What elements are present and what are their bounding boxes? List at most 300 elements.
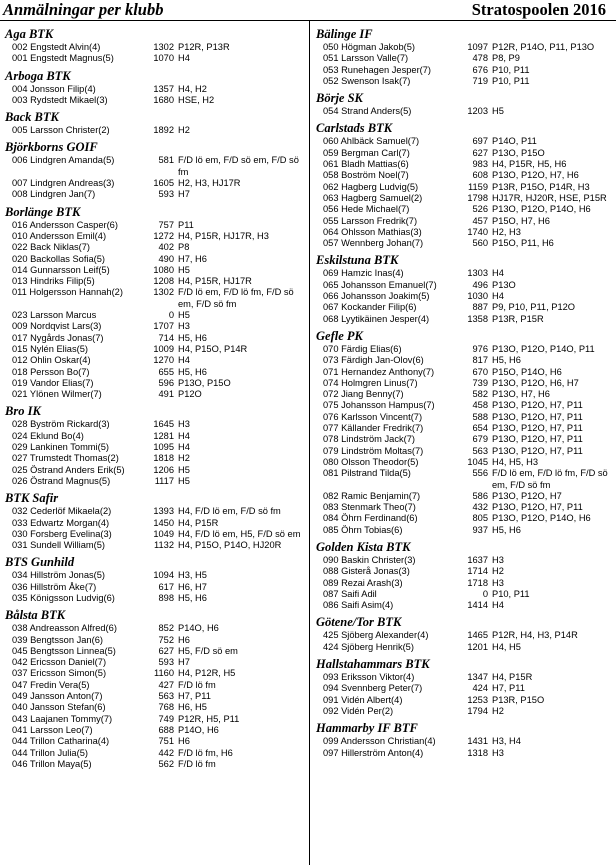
player-classes: H5, H6 — [492, 355, 521, 366]
player-classes: H4, P15R — [178, 517, 219, 528]
player-name: 068 Lyytikäinen Jesper(4) — [323, 313, 430, 324]
player-rating: 768 — [158, 702, 174, 713]
player-classes: F/D lö em, F/D sö em, F/D sö fm — [178, 155, 299, 177]
player-row — [5, 506, 305, 517]
player-row — [316, 630, 612, 641]
player-classes: H5, F/D sö em — [178, 645, 238, 656]
player-row — [5, 189, 305, 200]
club-name: Bro IK — [5, 404, 41, 419]
player-row — [5, 431, 305, 442]
player-rating: 1070 — [153, 53, 174, 64]
player-rating: 1049 — [153, 528, 174, 539]
player-name: 010 Andersson Emil(4) — [12, 230, 107, 241]
player-name: 066 Johansson Joakim(5) — [323, 291, 430, 302]
player-row — [316, 268, 612, 279]
player-classes: H4 — [178, 442, 190, 453]
player-classes: P10, P11 — [492, 64, 530, 75]
player-rating: 714 — [158, 332, 174, 343]
player-name: 035 Königsson Ludvig(6) — [12, 592, 115, 603]
player-row — [5, 646, 305, 657]
player-classes: P13O, P12O, H6, H7 — [492, 377, 579, 388]
player-classes: H3 — [492, 554, 504, 565]
player-rating: 937 — [472, 524, 488, 535]
page-header — [0, 0, 616, 21]
player-rating: 1818 — [153, 453, 174, 464]
page-title: Anmälningar per klubb — [3, 0, 164, 19]
player-name: 079 Lindström Moltas(7) — [323, 445, 424, 456]
club-name: Börje SK — [316, 91, 363, 106]
player-classes: H2, H3 — [492, 226, 521, 237]
player-row — [316, 148, 612, 159]
player-name: 099 Andersson Christian(4) — [323, 736, 436, 747]
player-row — [316, 378, 612, 389]
player-name: 039 Bengtsson Jan(6) — [12, 634, 103, 645]
player-classes: H2 — [492, 705, 504, 716]
player-rating: 1718 — [467, 577, 488, 588]
player-row — [5, 668, 305, 679]
player-rating: 1645 — [153, 419, 174, 430]
player-classes: P13O, P12O, P14O, H6 — [492, 513, 591, 524]
player-rating: 593 — [158, 657, 174, 668]
player-name: 040 Jansson Stefan(6) — [12, 702, 106, 713]
player-rating: 457 — [472, 215, 488, 226]
player-classes: P9, P10, P11, P12O — [492, 302, 576, 313]
player-row — [5, 725, 305, 736]
player-name: 087 Saifi Adil — [323, 588, 377, 599]
player-rating: 432 — [472, 502, 488, 513]
player-classes: HJ17R, HJ20R, HSE, P15R — [492, 192, 607, 203]
player-rating: 563 — [158, 691, 174, 702]
player-rating: 1358 — [467, 313, 488, 324]
player-classes: H3, H5 — [178, 570, 207, 581]
player-classes: H4, P15O, P14R — [178, 343, 248, 354]
player-classes: P13O, P12O, H7, H6 — [492, 170, 579, 181]
player-rating: 1045 — [467, 456, 488, 467]
player-classes: H4, P15R, H5, H6 — [492, 159, 567, 170]
player-row — [316, 193, 612, 204]
player-row — [316, 65, 612, 76]
player-row — [5, 593, 305, 604]
player-row — [5, 680, 305, 691]
club-section — [5, 490, 305, 551]
player-classes: F/D lö fm — [178, 758, 216, 769]
player-row — [316, 53, 612, 64]
player-rating: 588 — [472, 411, 488, 422]
player-name: 058 Boström Noel(7) — [323, 170, 409, 181]
player-classes: H7 — [178, 189, 190, 200]
player-rating: 1302 — [153, 287, 174, 298]
player-row — [316, 642, 612, 653]
player-rating: 1159 — [468, 181, 488, 192]
player-classes: H7, H6 — [178, 253, 207, 264]
player-name: 032 Cederlöf Mikaela(2) — [12, 506, 112, 517]
player-row — [5, 310, 305, 321]
player-classes: P13O, P12O, H7, P11 — [492, 502, 583, 513]
player-name: 097 Hillerström Anton(4) — [323, 747, 424, 758]
player-name: 042 Ericsson Daniel(7) — [12, 657, 107, 668]
player-classes: H3 — [178, 321, 190, 332]
player-row — [5, 231, 305, 242]
player-name: 030 Forsberg Evelina(3) — [12, 528, 112, 539]
player-classes: H5 — [492, 106, 504, 117]
player-name: 011 Holgersson Hannah(2) — [12, 287, 123, 298]
club-section — [5, 403, 305, 487]
player-name: 054 Strand Anders(5) — [323, 106, 412, 117]
club-name: Eskilstuna BTK — [316, 253, 399, 268]
player-row — [5, 276, 305, 287]
player-rating: 1892 — [153, 125, 174, 136]
player-name: 005 Larsson Christer(2) — [12, 125, 110, 136]
player-name: 045 Bengtsson Linnea(5) — [12, 645, 116, 656]
player-rating: 427 — [158, 679, 174, 690]
player-classes: F/D lö fm, H6 — [178, 747, 233, 758]
player-row — [316, 491, 612, 502]
player-classes: H4 — [178, 430, 190, 441]
player-rating: 1302 — [153, 42, 174, 52]
player-rating: 688 — [158, 724, 174, 735]
player-name: 025 Östrand Anders Erik(5) — [12, 464, 125, 475]
player-row — [316, 412, 612, 423]
player-name: 063 Hagberg Samuel(2) — [323, 192, 423, 203]
player-name: 044 Trillon Catharina(4) — [12, 736, 110, 747]
player-rating: 757 — [158, 219, 174, 230]
player-classes: P13R, P15R — [492, 313, 544, 324]
player-classes: H4 — [492, 291, 504, 302]
club-section — [316, 90, 612, 117]
player-classes: P13O, P12O, H7, P11 — [492, 434, 583, 445]
column-divider — [309, 21, 310, 865]
player-rating: 1798 — [467, 192, 488, 203]
player-rating: 1357 — [153, 83, 174, 94]
player-row — [316, 182, 612, 193]
player-row — [5, 367, 305, 378]
player-name: 017 Nygårds Jonas(7) — [12, 332, 104, 343]
player-name: 018 Persson Bo(7) — [12, 366, 90, 377]
player-rating: 898 — [158, 592, 174, 603]
player-rating: 1097 — [467, 42, 488, 52]
player-rating: 596 — [158, 377, 174, 388]
player-rating: 562 — [158, 758, 174, 769]
player-name: 001 Engstedt Magnus(5) — [12, 53, 114, 64]
player-rating: 424 — [472, 683, 488, 694]
player-name: 041 Larsson Leo(7) — [12, 724, 93, 735]
player-row — [5, 442, 305, 453]
player-classes: P10, P11 — [492, 588, 530, 599]
player-classes: HSE, H2 — [178, 94, 215, 105]
player-classes: H4, P12R, H5 — [178, 668, 236, 679]
player-rating: 490 — [158, 253, 174, 264]
player-name: 027 Trumstedt Thomas(2) — [12, 453, 119, 464]
player-rating: 496 — [472, 279, 488, 290]
player-classes: P14O, H6 — [178, 724, 219, 735]
player-classes: H3, H4 — [492, 736, 521, 747]
player-rating: 1431 — [467, 736, 488, 747]
player-name: 076 Karlsson Vincent(7) — [323, 411, 423, 422]
player-classes: H4, F/D lö em, H5, F/D sö em — [178, 528, 301, 539]
player-name: 091 Vidén Albert(4) — [323, 694, 403, 705]
player-name: 056 Hede Michael(7) — [323, 204, 410, 215]
player-name: 069 Hamzic Inas(4) — [323, 268, 404, 279]
club-name: Bålsta BTK — [5, 608, 66, 623]
player-name: 070 Färdig Elias(6) — [323, 343, 402, 354]
player-classes: P13O — [492, 279, 516, 290]
player-rating: 679 — [472, 434, 488, 445]
player-row — [316, 423, 612, 434]
player-row — [316, 502, 612, 513]
player-row — [5, 220, 305, 231]
player-classes: H6 — [178, 634, 190, 645]
player-name: 046 Trillon Maya(5) — [12, 758, 92, 769]
player-name: 002 Engstedt Alvin(4) — [12, 42, 101, 52]
player-row — [5, 419, 305, 430]
player-rating: 805 — [472, 513, 488, 524]
player-rating: 739 — [472, 377, 488, 388]
player-rating: 1680 — [153, 94, 174, 105]
player-rating: 983 — [472, 159, 488, 170]
player-row — [5, 333, 305, 344]
player-rating: 608 — [472, 170, 488, 181]
player-name: 052 Swenson Isak(7) — [323, 75, 411, 86]
player-name: 075 Johansson Hampus(7) — [323, 400, 435, 411]
player-row — [316, 748, 612, 759]
player-rating: 719 — [472, 75, 488, 86]
player-classes: P15O, P11, H6 — [492, 238, 554, 249]
player-row — [5, 321, 305, 332]
player-classes: P13O, P12O, P14O, H6 — [492, 204, 591, 215]
player-classes: P13O, H7, H6 — [492, 389, 550, 400]
player-classes: F/D lö em, F/D lö fm, F/D sö em, F/D sö fm — [492, 468, 608, 490]
player-rating: 697 — [472, 136, 488, 147]
player-name: 067 Kockander Filip(6) — [323, 302, 417, 313]
player-row — [316, 446, 612, 457]
player-name: 023 Larsson Marcus — [12, 310, 97, 321]
player-classes: H4 — [492, 268, 504, 279]
club-name: Arboga BTK — [5, 68, 71, 83]
player-row — [5, 378, 305, 389]
player-name: 024 Eklund Bo(4) — [12, 430, 84, 441]
player-classes: H4, H2 — [178, 83, 207, 94]
player-classes: H4, H5, H3 — [492, 456, 538, 467]
player-name: 425 Sjöberg Alexander(4) — [323, 630, 429, 641]
player-name: 074 Holmgren Linus(7) — [323, 377, 418, 388]
club-name: Bälinge IF — [316, 27, 373, 41]
player-row — [5, 53, 305, 64]
player-classes: P12R, P14O, P11, P13O — [492, 42, 595, 52]
player-classes: P12O — [178, 389, 202, 400]
player-classes: P12R, H4, H3, P14R — [492, 630, 578, 641]
player-row — [5, 155, 305, 178]
player-row — [5, 702, 305, 713]
player-rating: 749 — [158, 713, 174, 724]
player-rating: 887 — [472, 302, 488, 313]
club-section — [5, 26, 305, 65]
player-row — [5, 178, 305, 189]
player-rating: 1253 — [467, 694, 488, 705]
player-row — [316, 736, 612, 747]
player-row — [316, 468, 612, 491]
player-name: 084 Öhrn Ferdinand(6) — [323, 513, 418, 524]
player-classes: P15O, P14O, H6 — [492, 366, 562, 377]
player-row — [5, 570, 305, 581]
player-classes: H2 — [178, 453, 190, 464]
player-rating: 458 — [472, 400, 488, 411]
player-rating: 1030 — [467, 291, 488, 302]
player-row — [316, 204, 612, 215]
player-rating: 976 — [472, 343, 488, 354]
club-section — [5, 139, 305, 200]
player-row — [5, 635, 305, 646]
player-row — [316, 513, 612, 524]
player-row — [5, 453, 305, 464]
player-rating: 655 — [158, 366, 174, 377]
player-name: 038 Andreasson Alfred(6) — [12, 623, 117, 634]
player-classes: H7, P11 — [178, 691, 211, 702]
player-rating: 627 — [472, 147, 488, 158]
player-classes: H5 — [178, 264, 190, 275]
player-rating: 1303 — [467, 268, 488, 279]
player-name: 019 Vandor Elias(7) — [12, 377, 94, 388]
player-rating: 402 — [158, 242, 174, 253]
player-row — [5, 42, 305, 53]
player-classes: H4 — [178, 355, 190, 366]
player-name: 049 Jansson Anton(7) — [12, 691, 103, 702]
player-row — [316, 216, 612, 227]
player-row — [316, 76, 612, 87]
player-rating: 442 — [158, 747, 174, 758]
club-name: Hallstahammars BTK — [316, 657, 430, 672]
player-row — [5, 125, 305, 136]
player-rating: 1203 — [467, 106, 488, 117]
player-name: 016 Andersson Casper(6) — [12, 219, 118, 230]
player-name: 021 Ylönen Wilmer(7) — [12, 389, 102, 400]
player-row — [5, 287, 305, 310]
player-row — [316, 238, 612, 249]
player-row — [5, 265, 305, 276]
player-rating: 478 — [472, 53, 488, 64]
player-row — [5, 344, 305, 355]
club-name: BTK Safir — [5, 491, 59, 506]
player-classes: P13O, P15O — [492, 147, 545, 158]
player-row — [5, 691, 305, 702]
player-name: 094 Svennberg Peter(7) — [323, 683, 423, 694]
club-name: Hammarby IF BTF — [316, 721, 418, 736]
player-rating: 752 — [158, 634, 174, 645]
player-rating: 526 — [472, 204, 488, 215]
player-rating: 1201 — [467, 641, 488, 652]
player-name: 078 Lindström Jack(7) — [323, 434, 415, 445]
player-rating: 1450 — [153, 517, 174, 528]
right-column — [316, 26, 612, 762]
club-section — [316, 614, 612, 653]
player-name: 093 Eriksson Viktor(4) — [323, 672, 415, 683]
player-classes: P13O, P12O, H7, P11 — [492, 411, 583, 422]
player-classes: H4, P15R, HJ17R, H3 — [178, 230, 269, 241]
player-rating: 1393 — [153, 506, 174, 517]
player-name: 089 Rezai Arash(3) — [323, 577, 403, 588]
player-name: 073 Färdigh Jan-Olov(6) — [323, 355, 424, 366]
player-classes: H2 — [492, 566, 504, 577]
player-name: 008 Lindgren Jan(7) — [12, 189, 96, 200]
player-rating: 560 — [472, 238, 488, 249]
player-classes: P13O, P12O, H7 — [492, 490, 562, 501]
player-row — [316, 42, 612, 53]
player-name: 009 Nordqvist Lars(3) — [12, 321, 102, 332]
player-rating: 1347 — [467, 672, 488, 683]
player-classes: H4 — [492, 600, 504, 611]
player-name: 029 Lankinen Tommi(5) — [12, 442, 109, 453]
player-rating: 1095 — [153, 442, 174, 453]
player-name: 090 Baskin Christer(3) — [323, 554, 416, 565]
player-rating: 1094 — [153, 570, 174, 581]
player-classes: H2 — [178, 125, 190, 136]
player-name: 083 Stenmark Theo(7) — [323, 502, 416, 513]
player-rating: 1270 — [153, 355, 174, 366]
player-row — [5, 529, 305, 540]
player-name: 012 Ohlin Oskar(4) — [12, 355, 91, 366]
club-name: Back BTK — [5, 110, 59, 125]
player-name: 006 Lindgren Amanda(5) — [12, 155, 115, 166]
player-classes: H3 — [492, 577, 504, 588]
player-rating: 563 — [472, 445, 488, 456]
club-name: Borlänge BTK — [5, 204, 81, 219]
player-name: 015 Nylén Elias(5) — [12, 343, 88, 354]
player-row — [5, 254, 305, 265]
player-classes: H4, P15R — [492, 672, 533, 683]
player-row — [316, 434, 612, 445]
player-classes: P12R, H5, P11 — [178, 713, 240, 724]
player-row — [5, 242, 305, 253]
player-classes: P10, P11 — [492, 75, 530, 86]
player-name: 062 Hagberg Ludvig(5) — [323, 181, 419, 192]
player-name: 086 Saifi Asim(4) — [323, 600, 394, 611]
player-name: 003 Rydstedt Mikael(3) — [12, 94, 108, 105]
player-row — [316, 291, 612, 302]
player-name: 092 Vidén Per(2) — [323, 705, 394, 716]
player-row — [316, 344, 612, 355]
left-column — [5, 26, 305, 773]
club-section — [316, 656, 612, 717]
player-name: 064 Ohlsson Mathias(3) — [323, 226, 422, 237]
club-section — [5, 607, 305, 770]
player-classes: H5, H6 — [178, 592, 207, 603]
player-classes: P14O, H6 — [178, 623, 219, 634]
player-name: 047 Fredin Vera(5) — [12, 679, 90, 690]
player-name: 071 Hernandez Anthony(7) — [323, 366, 435, 377]
player-row — [5, 389, 305, 400]
player-name: 424 Sjöberg Henrik(5) — [323, 641, 414, 652]
player-rating: 1318 — [467, 747, 488, 758]
player-rating: 1281 — [153, 430, 174, 441]
player-classes: P11 — [178, 219, 194, 230]
club-section — [316, 720, 612, 759]
player-classes: P13O, P12O, H7, P11 — [492, 400, 583, 411]
player-row — [316, 389, 612, 400]
player-name: 085 Öhrn Tobias(6) — [323, 524, 403, 535]
player-rating: 1740 — [467, 226, 488, 237]
player-name: 059 Bergman Carl(7) — [323, 147, 410, 158]
player-name: 088 Gisterå Jonas(3) — [323, 566, 410, 577]
player-name: 050 Högman Jakob(5) — [323, 42, 415, 52]
club-section — [316, 252, 612, 324]
player-rating: 1714 — [467, 566, 488, 577]
player-classes: H7, P11 — [492, 683, 525, 694]
player-classes: H6 — [178, 736, 190, 747]
player-row — [5, 518, 305, 529]
player-classes: P8 — [178, 242, 190, 253]
player-row — [5, 95, 305, 106]
player-classes: H4, P15O, P14O, HJ20R — [178, 540, 282, 551]
player-name: 013 Hindriks Filip(5) — [12, 276, 95, 287]
